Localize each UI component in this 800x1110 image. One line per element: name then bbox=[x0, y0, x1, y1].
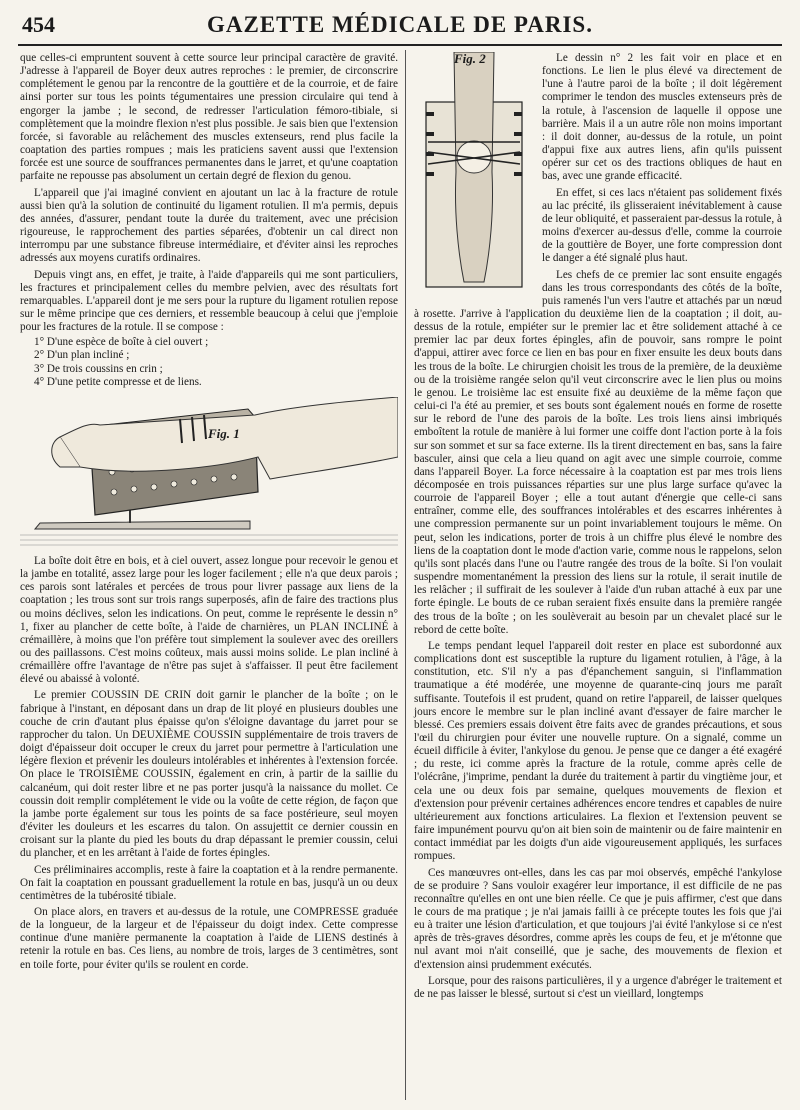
figure-2 bbox=[414, 52, 534, 292]
column-divider bbox=[405, 50, 406, 1100]
components-list bbox=[34, 336, 398, 389]
paragraph: La boîte doit être en bois, et à ciel ouvert, assez longue pour recevoir le genou et la jambe en totalité, assez large pour les loger facilement ; elle n'a que deux parois ; ces parois sont latérales et percées de trous pour livrer passage aux liens de la coaptation ; les trous sont sur trois rangs superposés, afin de faire des tractions plus ou moins déclives, selon les indications. On peut, comme le représente le dessin n° 1, fixer au plancher de cette boîte, à l'aide de charnières, un PLAN INCLINÉ à crémaillère, à moins que l'on préfère tout simplement la soulever avec des oreillers ou des paillassons. C'est moins coûteux, mais aussi moins solide. Le plan incliné à crémaillère offre l'avantage de n'être pas sujet à s'affaisser. Il peut être facilement élevé ou abaissé à volonté. bbox=[20, 554, 398, 686]
page-number: 454 bbox=[22, 12, 55, 37]
list-item: 3° De trois coussins en crin ; bbox=[34, 362, 163, 375]
paragraph: Ces manœuvres ont-elles, dans les cas par moi observés, empêché l'ankylose de se produire ? Sans vouloir exagérer leur importance, il est difficile de ne pas reconnaître qu'elles en ont une bien réelle. Ce que je puis affirmer, c'est que dans le cours de ma pratique ; je n'ai jamais failli à ce précepte toutes les fois que j'ai eu à traiter une lésion d'articulation, et que toujours j'ai évité l'ankylose si ce n'est après de très-graves désordres, comme après les coups de feu, et je m'étonne que nul avant moi n'ait conseillé, que je sache, des mouvements de flexion et d'extension ainsi prudemment exécutés. bbox=[414, 866, 782, 971]
paragraph: Les chefs de ce premier lac sont ensuite engagés dans les trous correspondants des côtés de la boîte, puis ramenés l'un vers l'autre et attachés par un nœud à rosette. J'arrive à l'application du deuxième lien de la coaptation ; il doit, au-dessus de la rotule, empiéter sur le premier lac et être solidement attaché à ce premier lac par deux fortes épingles, afin de pouvoir, sans rompre le point d'appui, attirer avec force ce lien en bas pour en fixer ensuite les deux bouts dans les trous de la boîte. Le chirurgien choisit les trous de la première, de la deuxième ou de la troisième rangée selon qu'il veut circonscrire avec le lien plus ou moins le genou. Le troisième lac est ensuite fixé au deuxième de la même façon que celui-ci l'a été au premier, et ses bouts sont également noués en forme de rosette sur le rebord de l'une des parois de la boîte. Les trois liens ainsi imbriqués emboîtent la rotule de manière à lui former une coiffe dont l'action porte à la fois sur son sommet et sur sa face externe. Ils la tirent directement en bas, sans la faire basculer, ainsi que cela a lieu quand on agit avec une simple courroie, comme dans l'appareil Boyer. La force nécessaire à la coaptation est par mes trois liens décomposée en trois puissances réparties sur une plus large surface qu'avec la courroie de l'appareil Boyer ; elle a tout autant d'énergie que celle-ci sans entraîner, comme elle, des souffrances intolérables et des escarres inhérentes à une compression permanente sur un point invariablement toujours le même. On peut, selon les indications, porter de trois à un chiffre plus élevé le nombre des liens de la coaptation dont le mode d'action varie, comme nous le rappelons, selon qu'ils sont placés dans l'une ou l'autre rangée des trous de la boîte. Si l'on voulait suspendre momentanément la pression des liens sur la rotule, il serait inutile de les relâcher ; il suffirait de les soulever à l'aide d'un ruban attaché à eux par une forte épingle. Le bouts de ce ruban seraient fixés ensuite dans la première rangée des trous de la boîte ; on les soulèverait au besoin par un chevalet placé sur le rebord de cette boîte. bbox=[414, 268, 782, 636]
paragraph: Depuis vingt ans, en effet, je traite, à l'aide d'appareils qui me sont particuliers, les fractures et principalement celles du membre pelvien, avec des résultats fort remarquables. L'appareil dont je me sers pour la rupture du ligament rotulien repose sur le même principe que ces derniers, et ressemble beaucoup à celui que j'emploie pour les fractures de la rotule. Il se compose : bbox=[20, 268, 398, 334]
paragraph: L'appareil que j'ai imaginé convient en ajoutant un lac à la fracture de rotule aussi bien qu'à la solution de continuité du ligament rotulien. Il m'a permis, depuis des années, d'assurer, pendant toute la durée du traitement, avec une précision rigoureuse, le rapprochement des parties séparées, d'obtenir un cal direct non interrompu par une substance fibreuse intermédiaire, et d'éviter ainsi les reproches adressés aux moyens curatifs ordinaires. bbox=[20, 186, 398, 265]
paragraph: Le dessin n° 2 les fait voir en place et en fonctions. Le lien le plus élevé va directement de l'une à l'autre paroi de la boîte ; il doit légèrement comprimer le tendon des muscles extenseurs près de la rotule, à l'ascension de laquelle il oppose une barrière. Mais il a un autre rôle non moins important : il doit donner, au-dessus de la rotule, un point d'appui fixe aux autres liens, afin qu'ils puissent opérer sur cet os des tractions obliques de haut en bas, avec une grande efficacité. bbox=[542, 52, 782, 183]
figure-1-label: Fig. 1 bbox=[208, 425, 240, 441]
left-column bbox=[20, 52, 398, 972]
hatching-lines bbox=[20, 535, 398, 545]
list-item: 2° D'un plan incliné ; bbox=[34, 349, 130, 362]
inclined-plane bbox=[35, 521, 250, 529]
paragraph: En effet, si ces lacs n'étaient pas solidement fixés au lac précité, ils glisseraient inévitablement à cause de leur obliquité, et passeraient par-dessus la rotule, à moins d'exercer au-dessus d'elle, comme la courroie de la gouttière de Boyer, une forte compression dont le danger a été signalé plus haut. bbox=[542, 186, 782, 265]
figure-1-illustration bbox=[20, 397, 398, 549]
list-item: 4° D'une petite compresse et de liens. bbox=[34, 375, 202, 388]
journal-title: GAZETTE MÉDICALE DE PARIS. bbox=[207, 12, 593, 37]
paragraph: Lorsque, pour des raisons particulières, il y a urgence d'abréger le traitement et de ne pas laisser le blessé, surtout si c'est un vieillard, longtemps bbox=[414, 974, 782, 1000]
page-header bbox=[18, 10, 782, 46]
right-column bbox=[414, 52, 782, 1001]
list-item: 1° D'une espèce de boîte à ciel ouvert ; bbox=[34, 336, 209, 349]
figure-2-label: Fig. 2 bbox=[454, 51, 486, 66]
paragraph: que celles-ci empruntent souvent à cette source leur principal caractère de gravité. J'adresse à l'appareil de Boyer deux autres reproches : le premier, de circonscrire complétement le genou par la rencontre de la gouttière et de la courroie, et de faire ainsi porter sur tous les points tégumentaires une pression circulaire qui tend à engorger la jambe ; le second, de redresser l'articulation fémoro-tibiale, si complètement que la moindre flexion n'est plus possible. Je sais bien que l'extension forcée, si favorable au relâchement des muscles extenseurs, rend plus facile la coaptation des parties rompues ; mais les praticiens savent aussi que l'extension forcée est une source de souffrances permanentes dans le jarret, et qu'une coaptation parfaite ne repousse pas absolument un certain degré de flexion du genou. bbox=[20, 52, 398, 183]
paragraph: Ces préliminaires accomplis, reste à faire la coaptation et à la rendre permanente. On fait la coaptation en poussant graduellement la rotule en bas, jusqu'à un ou deux centimètres de la tubérosité tibiale. bbox=[20, 863, 398, 902]
figure-2-illustration bbox=[414, 52, 534, 292]
figure-1 bbox=[20, 397, 398, 549]
paragraph: Le temps pendant lequel l'appareil doit rester en place est subordonné aux complications dont est susceptible la rupture du ligament rotulien, à l'âge, à la constitution, etc. S'il n'y a pas d'épanchement sanguin, si l'inflammation traumatique a été modérée, une moyenne de quarante-cinq jours me paraît suffisante. Toutefois il est prudent, quand on retire l'appareil, de laisser quelques jours encore le membre sur le plan incliné avant d'essayer de faire marcher le blessé. Ces premiers essais doivent être faits avec de grandes précautions, et sous l'œil du chirurgien pour éviter une nouvelle rupture. On a signalé, comme un écueil difficile à éviter, l'ankylose du genou. Je pense que ce danger a été exagéré ; du reste, ici comme après la fracture de la rotule, comme après celle de l'olécrâne, j'imprime, pendant la durée du traitement à partir du vingtième jour, et cela une ou deux fois par semaine, quelques mouvements de flexion et d'extension pour prévenir certaines adhérences encore tendres et capables de nuire ultérieurement aux fonctions articulaires. La flexion et l'extension peuvent se faire impunément pourvu qu'on ait bien soin de maintenir ou de faire maintenir en contact immédiat par les doigts d'un aide vigoureusement appliqués, les surfaces rompues. bbox=[414, 639, 782, 863]
paragraph: Le premier COUSSIN DE CRIN doit garnir le plancher de la boîte ; on le fabrique à l'instant, en déposant dans un drap de lit ployé en plusieurs doubles une couche de crin d'autant plus épaisse qu'on s'éloigne davantage du jarret pour se rapprocher du talon. Un DEUXIÈME COUSSIN supplémentaire de trois travers de doigt d'épaisseur doit occuper le creux du jarret pour permettre à l'articulation une légère flexion et prévenir les douleurs intolérables et inhérentes à l'extension forcée. On place le TROISIÈME COUSSIN, également en crin, à partir de la saillie du calcanéum, qui doit rester libre et ne pas porter jusqu'à la naissance du mollet. Ce coussin doit remplir complétement le vide ou la voûte de cette région, de façon que la jambe porte également sur tous les points de sa face postérieure, seul moyen d'éviter les douleurs et les escarres du talon. On assujettit ce dernier coussin en croisant sur la plante du pied les bouts du drap dépassant le premier coussin, celui du plancher, et en les arrêtant à l'aide de fortes épingles. bbox=[20, 689, 398, 860]
paragraph: On place alors, en travers et au-dessus de la rotule, une COMPRESSE graduée de la longueur, de la largeur et de l'épaisseur du doigt index. Cette compresse continue d'une manière permanente la coaptation à l'aide de LIENS destinés à retenir la rotule en bas. Ces liens, au nombre de trois, larges de 3 centimètres, sont en toile forte, pour éviter qu'ils se roulent en corde. bbox=[20, 905, 398, 971]
